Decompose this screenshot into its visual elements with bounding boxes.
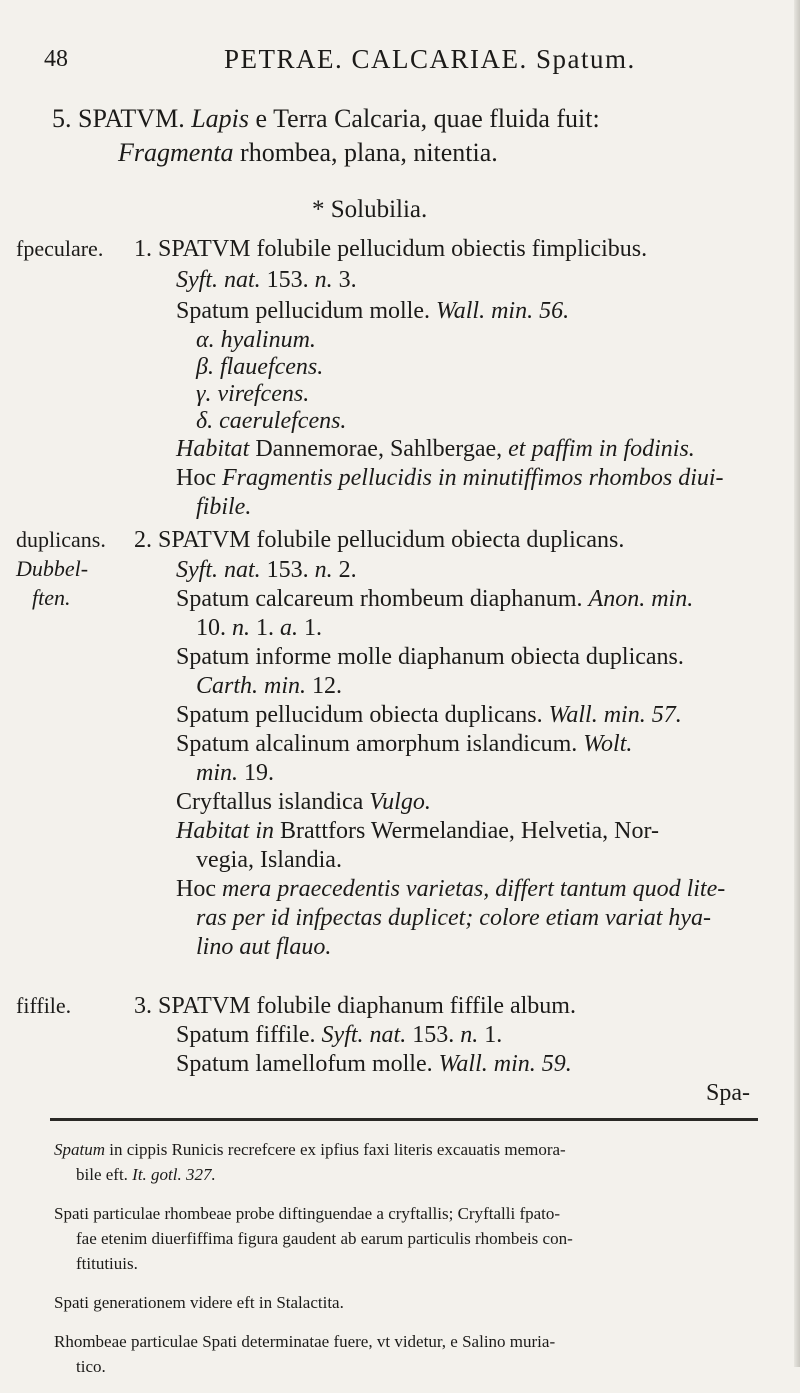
species1-line: Hoc Fragmentis pellucidis in minutiffimos rhombos diui-: [176, 465, 724, 491]
species2-line: lino aut flauo.: [196, 934, 332, 960]
section-title-line-2: Fragmenta rhombea, plana, nitentia.: [118, 138, 498, 167]
species1-line: γ. virefcens.: [196, 381, 310, 407]
margin-label-duplicans: duplicans.: [16, 527, 106, 552]
margin-label-dubbelsten-2: ften.: [32, 585, 71, 610]
species1-line: Syft. nat. 153. n. 3.: [176, 267, 357, 293]
species2-line: ras per id infpectas duplicet; colore etiam variat hya-: [196, 905, 712, 931]
margin-label-fpeculare: fpeculare.: [16, 236, 104, 261]
species2-line: Carth. min. 12.: [196, 673, 343, 699]
footnote-3: Spati generationem videre eft in Stalactita.: [54, 1293, 344, 1312]
footnotes: [54, 1137, 764, 1393]
species1-line: fibile.: [196, 494, 252, 520]
species2-line: Spatum informe molle diaphanum obiecta duplicans.: [176, 644, 684, 670]
species1-line: 1. SPATVM folubile pellucidum obiectis fimplicibus.: [134, 236, 648, 262]
species1-line: α. hyalinum.: [196, 327, 316, 353]
margin-label-fiffile: fiffile.: [16, 993, 72, 1018]
species2-line: 10. n. 1. a. 1.: [196, 615, 322, 641]
species1-line: Habitat Dannemorae, Sahlbergae, et paffim in fodinis.: [176, 436, 695, 462]
species2-line: Syft. nat. 153. n. 2.: [176, 557, 357, 583]
species2-line: Habitat in Brattfors Wermelandiae, Helvetia, Nor-: [176, 818, 660, 844]
species3-line: Spatum lamellofum molle. Wall. min. 59.: [176, 1051, 572, 1077]
species2-line: min. 19.: [196, 760, 274, 786]
species2-line: Spatum alcalinum amorphum islandicum. Wolt.: [176, 731, 633, 757]
page-edge-shadow: [794, 0, 800, 1367]
species2-line: Spatum pellucidum obiecta duplicans. Wall. min. 57.: [176, 702, 682, 728]
species2-line: 2. SPATVM folubile pellucidum obiecta duplicans.: [134, 527, 625, 553]
running-title: PETRAE. CALCARIAE. Spatum.: [224, 44, 636, 74]
catchword: Spa-: [706, 1080, 750, 1106]
species2-line: vegia, Islandia.: [196, 847, 342, 873]
subheading: * Solubilia.: [312, 196, 428, 223]
species1-line: δ. caerulefcens.: [196, 408, 347, 434]
footnote-4: Rhombeae particulae Spati determinatae fuere, vt videtur, e Salino muria- tico.: [54, 1332, 556, 1376]
footnote-rule: [50, 1118, 758, 1121]
species3-line: 3. SPATVM folubile diaphanum fiffile album.: [134, 993, 576, 1019]
species1-line: β. flauefcens.: [196, 354, 324, 380]
species2-line: Hoc mera praecedentis varietas, differt tantum quod lite-: [176, 876, 726, 902]
footnote-1: Spatum in cippis Runicis recrefcere ex ipfius faxi literis excauatis memora- bile eft. It. gotl. 327.: [54, 1140, 566, 1184]
margin-label-dubbelsten: Dubbel-: [16, 556, 89, 581]
species1-line: Spatum pellucidum molle. Wall. min. 56.: [176, 298, 570, 324]
species3-line: Spatum fiffile. Syft. nat. 153. n. 1.: [176, 1022, 503, 1048]
species2-line: Spatum calcareum rhombeum diaphanum. Anon. min.: [176, 586, 694, 612]
running-header: [44, 38, 744, 78]
footnote-2: Spati particulae rhombeae probe diftinguendae a cryftallis; Cryftalli fpato- fae etenim diuerfiffima figura gaudent ab earum particulis rhombeis con- ftitutiuis.: [54, 1204, 573, 1273]
page-number: 48: [44, 46, 68, 72]
section-title-line-1: 5. SPATVM. Lapis e Terra Calcaria, quae fluida fuit:: [52, 104, 600, 133]
species2-line: Cryftallus islandica Vulgo.: [176, 789, 431, 815]
